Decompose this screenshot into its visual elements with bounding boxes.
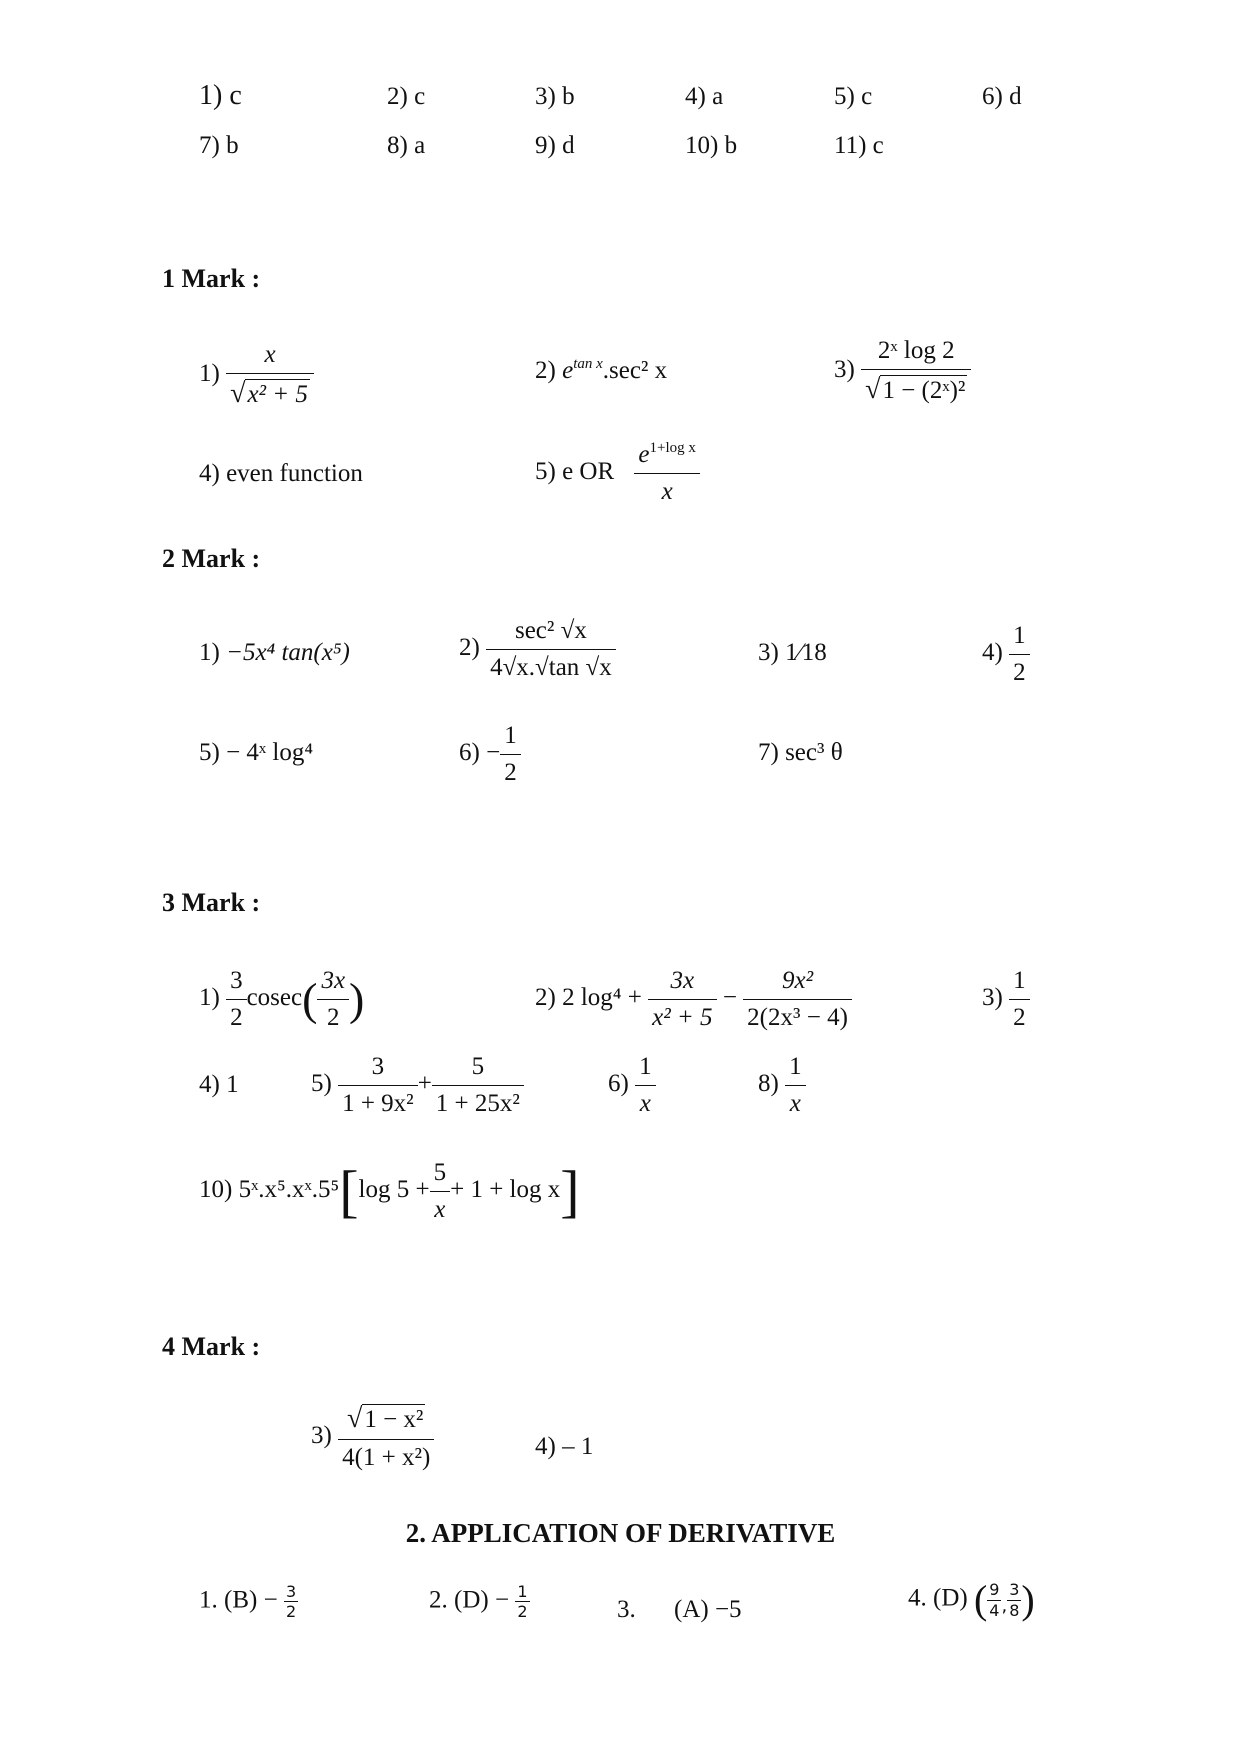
item-label: 2): [459, 634, 480, 662]
numerator: 1: [785, 1052, 806, 1086]
two-mark-answer-1: [199, 640, 350, 665]
three-mark-answer-6: [608, 1052, 656, 1119]
denominator: 4√x.√tan √x: [490, 654, 612, 681]
numerator: 3x: [317, 966, 349, 1000]
application-answer-3: [617, 1597, 742, 1622]
three-mark-answer-3: [982, 966, 1030, 1033]
item-label: 6): [608, 1070, 629, 1098]
mcq-answer: 8) a: [387, 132, 426, 159]
three-mark-answer-4: 4) 1: [199, 1071, 239, 1098]
item-label: 1): [199, 639, 220, 666]
one-mark-answer-1: [199, 340, 314, 411]
numerator: 1 − x²: [364, 1406, 424, 1433]
two-mark-answer-2: [459, 616, 616, 683]
numerator: 5: [430, 1158, 451, 1192]
two-mark-answer-5: [199, 740, 313, 765]
fraction: [635, 1052, 656, 1119]
expression: −5x⁴ tan(x⁵): [226, 639, 350, 666]
fraction: [284, 1582, 298, 1621]
denominator: 2(2x³ − 4): [747, 1004, 848, 1031]
answer-value: (A) −5: [674, 1596, 742, 1623]
item-label: 3): [982, 984, 1003, 1012]
section-heading-2-mark: 2 Mark :: [162, 544, 261, 573]
fraction: [430, 1158, 451, 1225]
numerator: 3x: [648, 966, 716, 1000]
item-label: 2): [535, 357, 556, 384]
fraction: [1007, 1580, 1021, 1619]
numerator: 1: [517, 1582, 528, 1601]
item-label: 5) e OR: [535, 458, 615, 486]
mcq-answer: 11) c: [834, 132, 884, 159]
one-mark-answer-3: [834, 336, 971, 407]
denominator: 4(1 + x²): [342, 1443, 431, 1471]
denominator: 2: [326, 1004, 340, 1031]
fraction: [634, 440, 700, 507]
denominator: x: [661, 478, 673, 505]
one-mark-answer-5: [535, 440, 700, 507]
fraction: [226, 966, 247, 1033]
denominator: 1 + 9x²: [342, 1090, 414, 1117]
mcq-answer: 4) a: [685, 83, 724, 110]
section-heading-3-mark: 3 Mark :: [162, 888, 261, 917]
numerator: 5: [432, 1052, 524, 1086]
denominator: x: [789, 1090, 801, 1117]
fraction: [1009, 966, 1030, 1033]
superscript: 1+log x: [649, 440, 696, 456]
item-label: 5): [199, 739, 220, 766]
fraction: $\frac{\text{√1 − x²}}{\text{4(1 + x²)}}$: [338, 1402, 434, 1473]
fraction: $\frac{\text{2ˣ log 2}}{\text{√1 − (2ˣ)²}}$: [861, 336, 971, 407]
application-answer-2: [429, 1582, 530, 1621]
fraction: [1009, 621, 1030, 688]
denominator: x: [434, 1196, 446, 1223]
denominator: x² + 5: [652, 1004, 713, 1031]
item-label: 1. (B) −: [199, 1586, 278, 1614]
three-mark-answer-8: [758, 1052, 806, 1119]
expression: + 1 + log x: [450, 1176, 561, 1204]
mcq-answer: 9) d: [535, 132, 575, 159]
fraction: [338, 1052, 418, 1119]
item-label: 1): [199, 360, 220, 388]
fraction: [486, 616, 616, 683]
chapter-title: 2. APPLICATION OF DERIVATIVE: [405, 1518, 836, 1548]
numerator: sec² √x: [486, 616, 616, 650]
item-label: 2. (D) −: [429, 1586, 510, 1614]
item-label: 6): [459, 739, 480, 767]
operator: +: [417, 1070, 432, 1098]
one-mark-answer-2: [535, 358, 667, 383]
item-label: 1): [199, 984, 220, 1012]
denominator: x: [639, 1090, 651, 1117]
operator: −: [722, 984, 737, 1012]
expression: 1⁄18: [785, 639, 827, 666]
two-mark-answer-3: [758, 640, 827, 665]
four-mark-answer-4: 4) – 1: [535, 1433, 594, 1460]
mcq-answer: 5) c: [834, 83, 873, 110]
item-label: 3.: [617, 1596, 636, 1623]
denominator: 2: [504, 759, 517, 786]
three-mark-answer-1: 1) $\frac{3}{2}$ cosec( $\frac{3x}{2}$ ): [199, 967, 365, 1031]
denominator: 2: [230, 1004, 243, 1031]
fraction: [648, 966, 716, 1033]
application-answer-4: 4. (D) ( $\frac{9}{4}$ $_,$ $\frac{3}{8}$ ): [908, 1577, 1035, 1622]
item-label: 3): [311, 1422, 332, 1450]
item-label: 5): [311, 1070, 332, 1098]
numerator: e: [638, 441, 650, 468]
three-mark-answer-10: 10) 5ˣ.x⁵.xˣ.5⁵[log 5 + $\frac{5}{x}$ + 1 + log x]: [199, 1158, 580, 1224]
numerator: 1: [500, 721, 521, 755]
numerator: x: [226, 340, 314, 374]
two-mark-answer-7: [758, 740, 843, 765]
expression: 5ˣ.x⁵.xˣ.5⁵: [238, 1176, 340, 1204]
mcq-answer: 2) c: [387, 83, 426, 110]
one-mark-answer-4: 4) even function: [199, 460, 363, 487]
item-label: 2): [535, 984, 556, 1012]
three-mark-answer-2: [535, 966, 852, 1033]
item-label: 3): [758, 639, 779, 666]
fraction: [785, 1052, 806, 1119]
fraction: $\frac{x}{\text{√x² + 5}}$: [226, 340, 314, 411]
numerator: 1: [1009, 621, 1030, 655]
four-mark-answer-3: [311, 1402, 434, 1473]
mcq-answer: 1) c: [199, 80, 242, 111]
numerator: 9: [989, 1580, 1000, 1600]
mcq-answer: 6) d: [982, 83, 1022, 110]
fraction: [432, 1052, 524, 1119]
item-label: 7): [758, 739, 779, 766]
denominator: 2: [517, 1602, 528, 1622]
mcq-answer: 10) b: [685, 132, 738, 159]
mcq-answer: 3) b: [535, 83, 575, 110]
denominator: 1 + 25x²: [435, 1090, 520, 1117]
numerator: 3: [338, 1052, 418, 1086]
denominator: x² + 5: [247, 381, 308, 408]
section-heading-1-mark: 1 Mark :: [162, 264, 261, 293]
two-mark-answer-6: [459, 721, 521, 788]
numerator: 1: [635, 1052, 656, 1086]
function-name: cosec: [246, 984, 303, 1012]
base: e: [562, 357, 574, 384]
item-label: 4): [982, 639, 1003, 667]
numerator: 3: [226, 966, 247, 1000]
expression: − 4ˣ log⁴: [226, 739, 314, 766]
denominator: 2: [1013, 1004, 1026, 1031]
item-label: 4. (D): [908, 1584, 968, 1612]
fraction: [987, 1580, 1001, 1619]
denominator: 1 − (2ˣ)²: [882, 377, 966, 404]
mcq-answer: 7) b: [199, 132, 239, 159]
application-answer-1: [199, 1582, 298, 1621]
item-label: 3): [834, 356, 855, 384]
denominator: 8: [1009, 1600, 1020, 1620]
two-mark-answer-4: [982, 621, 1030, 688]
denominator: 2: [285, 1602, 297, 1622]
expression: log 5 +: [358, 1176, 430, 1204]
denominator: 2: [1013, 659, 1026, 686]
numerator: 1: [1009, 966, 1030, 1000]
fraction: [317, 966, 349, 1033]
item-label: 8): [758, 1070, 779, 1098]
superscript: tan x: [573, 356, 603, 372]
three-mark-answer-5: [311, 1052, 524, 1119]
fraction: [515, 1582, 529, 1621]
expression: .sec² x: [602, 357, 668, 384]
numerator: 2ˣ log 2: [861, 336, 971, 370]
fraction: [500, 721, 521, 788]
numerator: 3: [285, 1582, 297, 1601]
denominator: 4: [989, 1600, 1000, 1620]
numerator: 3: [1009, 1580, 1020, 1600]
sign: −: [486, 739, 501, 767]
numerator: 9x²: [743, 966, 852, 1000]
item-label: 10): [199, 1176, 233, 1204]
section-heading-4-mark: 4 Mark :: [162, 1332, 261, 1361]
expression: sec³ θ: [785, 739, 843, 766]
fraction: [743, 966, 852, 1033]
expression: 2 log⁴ +: [562, 984, 642, 1012]
